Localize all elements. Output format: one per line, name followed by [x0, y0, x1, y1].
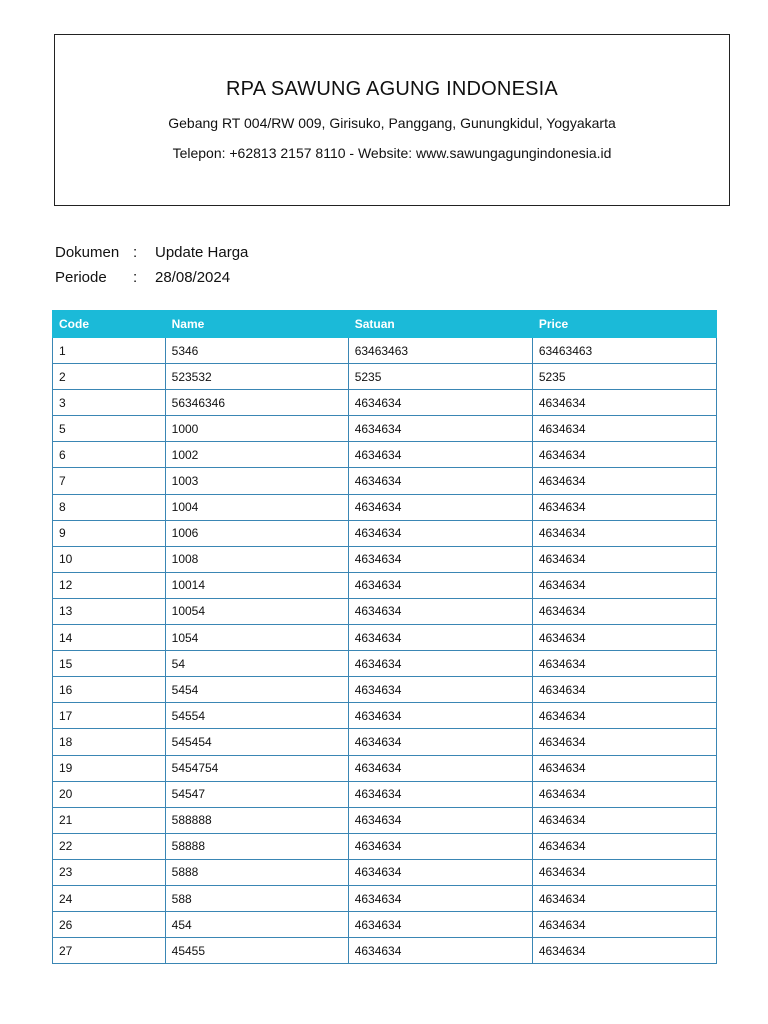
cell-price: 4634634 — [532, 885, 716, 911]
cell-code: 3 — [53, 390, 166, 416]
cell-name: 54554 — [165, 703, 348, 729]
cell-code: 1 — [53, 338, 166, 364]
cell-satuan: 4634634 — [348, 468, 532, 494]
cell-satuan: 4634634 — [348, 546, 532, 572]
dokumen-value: Update Harga — [155, 244, 249, 261]
cell-satuan: 4634634 — [348, 729, 532, 755]
cell-satuan: 4634634 — [348, 703, 532, 729]
cell-name: 1008 — [165, 546, 348, 572]
dokumen-row — [55, 243, 248, 268]
cell-name: 10054 — [165, 598, 348, 624]
table-row — [53, 572, 717, 598]
cell-name: 5888 — [165, 859, 348, 885]
cell-code: 22 — [53, 833, 166, 859]
cell-code: 16 — [53, 677, 166, 703]
cell-name: 54547 — [165, 781, 348, 807]
table-row — [53, 885, 717, 911]
cell-price: 4634634 — [532, 494, 716, 520]
cell-satuan: 4634634 — [348, 912, 532, 938]
dokumen-label: Dokumen — [55, 244, 120, 261]
cell-code: 9 — [53, 520, 166, 546]
cell-code: 7 — [53, 468, 166, 494]
cell-name: 1003 — [165, 468, 348, 494]
cell-code: 21 — [53, 807, 166, 833]
cell-code: 14 — [53, 625, 166, 651]
cell-satuan: 4634634 — [348, 781, 532, 807]
cell-price: 4634634 — [532, 938, 716, 964]
cell-name: 10014 — [165, 572, 348, 598]
cell-code: 10 — [53, 546, 166, 572]
table-header-row — [53, 311, 717, 338]
cell-satuan: 4634634 — [348, 677, 532, 703]
cell-name: 588 — [165, 885, 348, 911]
cell-code: 18 — [53, 729, 166, 755]
cell-code: 27 — [53, 938, 166, 964]
cell-name: 56346346 — [165, 390, 348, 416]
cell-price: 4634634 — [532, 781, 716, 807]
cell-price: 4634634 — [532, 442, 716, 468]
cell-code: 15 — [53, 651, 166, 677]
cell-satuan: 4634634 — [348, 572, 532, 598]
cell-price: 4634634 — [532, 390, 716, 416]
periode-colon: : — [133, 269, 138, 286]
periode-row — [55, 268, 248, 293]
cell-price: 4634634 — [532, 598, 716, 624]
cell-satuan: 63463463 — [348, 338, 532, 364]
table-row — [53, 729, 717, 755]
table-row — [53, 859, 717, 885]
column-header-code: Code — [53, 311, 166, 338]
cell-price: 4634634 — [532, 651, 716, 677]
cell-name: 588888 — [165, 807, 348, 833]
dokumen-colon: : — [133, 244, 138, 261]
cell-satuan: 4634634 — [348, 520, 532, 546]
cell-name: 1000 — [165, 416, 348, 442]
table-row — [53, 468, 717, 494]
cell-code: 6 — [53, 442, 166, 468]
cell-price: 4634634 — [532, 755, 716, 781]
cell-name: 1004 — [165, 494, 348, 520]
letterhead-box — [54, 34, 730, 206]
periode-label: Periode — [55, 269, 107, 286]
cell-name: 1054 — [165, 625, 348, 651]
cell-satuan: 4634634 — [348, 651, 532, 677]
cell-satuan: 4634634 — [348, 859, 532, 885]
cell-price: 4634634 — [532, 859, 716, 885]
cell-name: 454 — [165, 912, 348, 938]
table-row — [53, 520, 717, 546]
cell-satuan: 4634634 — [348, 416, 532, 442]
table-row — [53, 390, 717, 416]
cell-price: 4634634 — [532, 807, 716, 833]
cell-satuan: 4634634 — [348, 390, 532, 416]
cell-price: 4634634 — [532, 677, 716, 703]
table-row — [53, 546, 717, 572]
cell-code: 13 — [53, 598, 166, 624]
table-row — [53, 338, 717, 364]
table-row — [53, 833, 717, 859]
cell-price: 63463463 — [532, 338, 716, 364]
cell-satuan: 5235 — [348, 364, 532, 390]
cell-name: 58888 — [165, 833, 348, 859]
table-row — [53, 651, 717, 677]
cell-price: 4634634 — [532, 729, 716, 755]
table-row — [53, 416, 717, 442]
cell-satuan: 4634634 — [348, 494, 532, 520]
table-body — [53, 338, 717, 964]
table-row — [53, 703, 717, 729]
column-header-satuan: Satuan — [348, 311, 532, 338]
cell-price: 4634634 — [532, 546, 716, 572]
cell-name: 5454 — [165, 677, 348, 703]
cell-name: 54 — [165, 651, 348, 677]
table-row — [53, 364, 717, 390]
cell-satuan: 4634634 — [348, 833, 532, 859]
table-row — [53, 494, 717, 520]
column-header-name: Name — [165, 311, 348, 338]
cell-code: 17 — [53, 703, 166, 729]
cell-code: 20 — [53, 781, 166, 807]
cell-code: 2 — [53, 364, 166, 390]
company-name: RPA SAWUNG AGUNG INDONESIA — [226, 78, 558, 100]
cell-code: 8 — [53, 494, 166, 520]
cell-code: 24 — [53, 885, 166, 911]
cell-price: 4634634 — [532, 520, 716, 546]
cell-price: 5235 — [532, 364, 716, 390]
cell-satuan: 4634634 — [348, 885, 532, 911]
periode-value: 28/08/2024 — [155, 269, 231, 286]
table-row — [53, 912, 717, 938]
table-row — [53, 938, 717, 964]
cell-satuan: 4634634 — [348, 807, 532, 833]
cell-code: 12 — [53, 572, 166, 598]
cell-name: 5454754 — [165, 755, 348, 781]
cell-satuan: 4634634 — [348, 938, 532, 964]
cell-price: 4634634 — [532, 625, 716, 651]
cell-name: 1002 — [165, 442, 348, 468]
cell-price: 4634634 — [532, 572, 716, 598]
company-contact: Telepon: +62813 2157 8110 - Website: www.sawungagungindonesia.id — [172, 145, 612, 161]
table-row — [53, 677, 717, 703]
cell-name: 5346 — [165, 338, 348, 364]
company-address: Gebang RT 004/RW 009, Girisuko, Panggang, Gunungkidul, Yogyakarta — [168, 115, 616, 131]
table-row — [53, 755, 717, 781]
cell-name: 545454 — [165, 729, 348, 755]
cell-code: 19 — [53, 755, 166, 781]
cell-price: 4634634 — [532, 833, 716, 859]
document-meta — [55, 243, 248, 293]
table-row — [53, 807, 717, 833]
table-row — [53, 442, 717, 468]
cell-name: 45455 — [165, 938, 348, 964]
cell-price: 4634634 — [532, 912, 716, 938]
cell-satuan: 4634634 — [348, 598, 532, 624]
table-row — [53, 625, 717, 651]
cell-name: 1006 — [165, 520, 348, 546]
table-row — [53, 598, 717, 624]
cell-code: 23 — [53, 859, 166, 885]
cell-code: 26 — [53, 912, 166, 938]
column-header-price: Price — [532, 311, 716, 338]
cell-satuan: 4634634 — [348, 442, 532, 468]
cell-code: 5 — [53, 416, 166, 442]
price-table — [52, 310, 717, 964]
cell-satuan: 4634634 — [348, 755, 532, 781]
cell-price: 4634634 — [532, 416, 716, 442]
table-row — [53, 781, 717, 807]
cell-price: 4634634 — [532, 703, 716, 729]
cell-name: 523532 — [165, 364, 348, 390]
cell-satuan: 4634634 — [348, 625, 532, 651]
cell-price: 4634634 — [532, 468, 716, 494]
